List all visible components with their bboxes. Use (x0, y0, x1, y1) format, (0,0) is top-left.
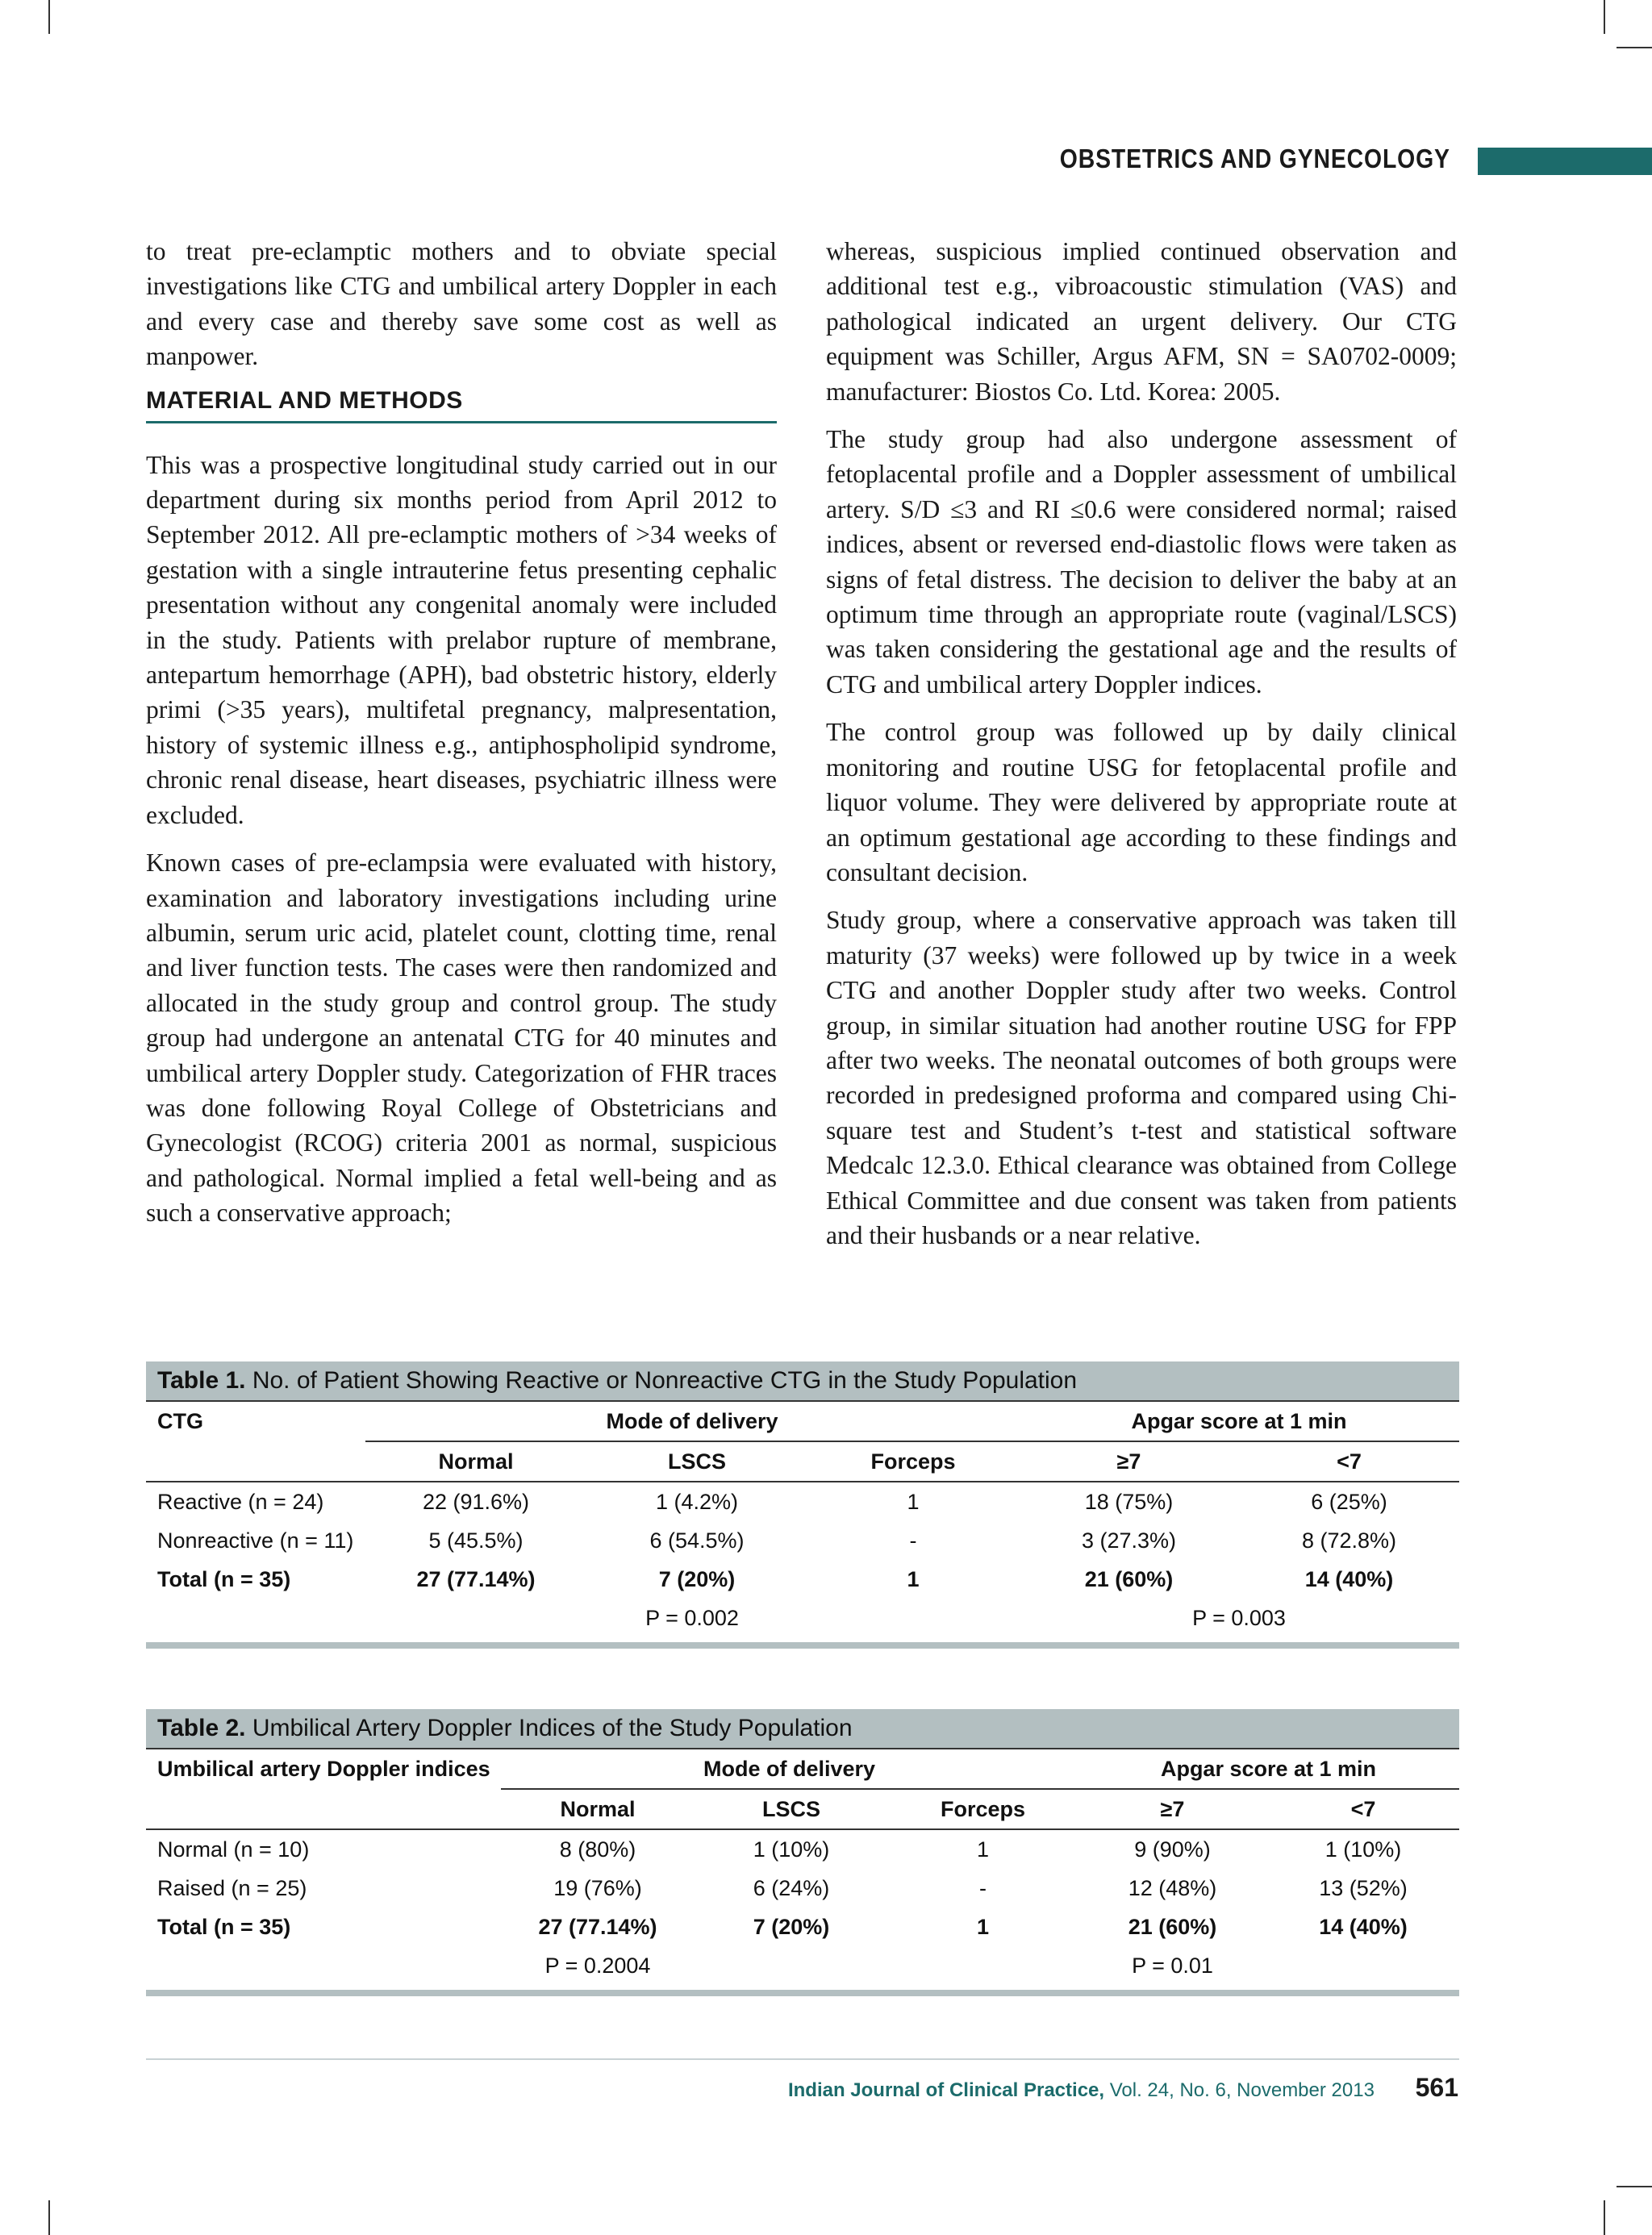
crop-mark (1617, 2186, 1652, 2187)
right-column (826, 234, 1457, 1266)
table-row (146, 1829, 1459, 1869)
crop-mark (1604, 0, 1605, 34)
column-header: CTG (157, 1409, 203, 1433)
table-cell: 1 (10%) (1325, 1837, 1402, 1862)
table-title: No. of Patient Showing Reactive or Nonreactive CTG in the Study Population (252, 1367, 1078, 1394)
paragraph: to treat pre-eclamptic mothers and to obviate special investigations like CTG and umbilical artery Doppler in each and every case and thereby save some cost as well as manpower. (146, 237, 777, 371)
column-header: LSCS (761, 1796, 820, 1821)
table-cell: 1 (976, 1914, 990, 1939)
row-label: Total (n = 35) (157, 1914, 291, 1939)
table-cell: 21 (60%) (1128, 1914, 1217, 1939)
table-cell: 3 (27.3%) (1081, 1528, 1177, 1553)
row-label: Raised (n = 25) (157, 1875, 307, 1900)
table-cell: 21 (60%) (1084, 1566, 1174, 1591)
section-heading: MATERIAL AND METHODS (146, 387, 777, 423)
column-header: Normal (438, 1449, 514, 1474)
footer (788, 2073, 1458, 2103)
row-label: Normal (n = 10) (157, 1837, 310, 1862)
table-cell: 1 (976, 1837, 990, 1862)
column-header: <7 (1350, 1796, 1376, 1821)
table-2 (146, 1709, 1459, 1996)
table-cell: 14 (40%) (1319, 1914, 1408, 1939)
column-header: <7 (1337, 1449, 1362, 1474)
table-cell: 13 (52%) (1319, 1875, 1408, 1900)
paragraph: The study group had also undergone assessment of fetoplacental profile and a Doppler assessment of umbilical artery. S/D ≤3 and RI ≤0.6 were considered normal; raised indices, absent or reversed end-diastolic flows were taken as signs of fetal distress. The decision to deliver the baby at an optimum time through an appropriate route (vaginal/LSCS) was taken considering the gestational age and the results of CTG and umbilical artery Doppler indices. (826, 425, 1457, 698)
row-label: Nonreactive (n = 11) (157, 1528, 354, 1553)
column-header: Umbilical artery Doppler indices (157, 1757, 490, 1781)
crop-mark (1604, 2200, 1605, 2235)
paragraph: This was a prospective longitudinal study carried out in our department during six months period from April 2012 to September 2012. All pre-eclamptic mothers of >34 weeks of gestation with a single intrauterine fetus presenting cephalic presentation without any congenital anomaly were included in the study. Patients with prelabor rupture of membrane, antepartum hemorrhage (APH), bad obstetric history, elderly primi (>35 years), multifetal pregnancy, malpresentation, history of systemic illness e.g., antiphospholipid syndrome, chronic renal disease, heart diseases, psychiatric illness were excluded. (146, 450, 777, 829)
table-cell: 8 (72.8%) (1301, 1528, 1397, 1553)
table-label: Table 1. (157, 1367, 246, 1394)
crop-mark (48, 0, 50, 34)
column-header: Normal (560, 1796, 636, 1821)
p-value: P = 0.01 (1132, 1953, 1213, 1978)
crop-mark (48, 2200, 50, 2235)
column-header: Forceps (940, 1796, 1026, 1821)
p-value: P = 0.002 (645, 1605, 739, 1630)
column-group-header: Mode of delivery (365, 1401, 1019, 1441)
p-value: P = 0.2004 (544, 1953, 651, 1978)
data-table (146, 1748, 1459, 1985)
crop-mark (1617, 47, 1652, 48)
table-cell: 7 (20%) (658, 1566, 736, 1591)
table-row (146, 1521, 1459, 1560)
table-cell: 1 (4.2%) (655, 1489, 739, 1514)
table-cell: 22 (91.6%) (422, 1489, 530, 1514)
paragraph: Known cases of pre-eclampsia were evaluated with history, examination and laboratory investigations including urine albumin, serum uric acid, platelet count, clotting time, renal and liver function tests. The cases were then randomized and allocated in the study group and control group. The study group had undergone an antenatal CTG for 40 minutes and umbilical artery Doppler study. Categorization of FHR traces was done following Royal College of Obstetricians and Gynecologist (RCOG) criteria 2001 as normal, suspicious and pathological. Normal implied a fetal well-being and as such a conservative approach; (146, 849, 777, 1228)
table-cell: 18 (75%) (1084, 1489, 1174, 1514)
data-table (146, 1400, 1459, 1637)
paragraph: whereas, suspicious implied continued observation and additional test e.g., vibroacoustic stimulation (VAS) and pathological indicated an urgent delivery. Our CTG equipment was Schiller, Argus AFM, SN = SA0702-0009; manufacturer: Biostos Co. Ltd. Korea: 2005. (826, 237, 1457, 406)
p-value: P = 0.003 (1192, 1605, 1286, 1630)
table-cell: - (979, 1875, 987, 1900)
table-cell: 7 (20%) (753, 1914, 830, 1939)
table-cell: 1 (10%) (753, 1837, 830, 1862)
table-caption (146, 1709, 1459, 1748)
table-row-total (146, 1560, 1459, 1599)
table-row (146, 1482, 1459, 1521)
table-bottom-rule (146, 1990, 1459, 1996)
page-number: 561 (1415, 2073, 1458, 2102)
column-group-header: Apgar score at 1 min (1019, 1401, 1459, 1441)
column-header: ≥7 (1116, 1449, 1141, 1474)
row-label: Reactive (n = 24) (157, 1489, 324, 1514)
table-label: Table 2. (157, 1715, 246, 1741)
paragraph: Study group, where a conservative approach was taken till maturity (37 weeks) were followed up by twice in a week CTG and another Doppler study after two weeks. Control group, in similar situation had another routine USG for FPP after two weeks. The neonatal outcomes of both groups were recorded in predesigned proforma and compared using Chi-square test and Student’s t-test and statistical software Medcalc 12.3.0. Ethical clearance was obtained from College Ethical Committee and due consent was taken from patients and their husbands or a near relative. (826, 906, 1457, 1249)
table-cell: 5 (45.5%) (428, 1528, 524, 1553)
table-row-total (146, 1908, 1459, 1946)
table-cell: 12 (48%) (1128, 1875, 1217, 1900)
journal-name: Indian Journal of Clinical Practice, (787, 2079, 1105, 2101)
table-cell: 6 (25%) (1311, 1489, 1387, 1514)
left-column (146, 234, 777, 1244)
table-cell: 27 (77.14%) (416, 1566, 536, 1591)
table-cell: 6 (54.5%) (649, 1528, 745, 1553)
table-cell: 27 (77.14%) (538, 1914, 657, 1939)
table-bottom-rule (146, 1642, 1459, 1649)
table-caption (146, 1361, 1459, 1400)
table-row (146, 1869, 1459, 1908)
table-cell: 1 (907, 1566, 920, 1591)
column-header: ≥7 (1160, 1796, 1185, 1821)
column-group-header: Mode of delivery (501, 1749, 1078, 1789)
table-1 (146, 1361, 1459, 1649)
table-cell: - (909, 1528, 917, 1553)
row-label: Total (n = 35) (157, 1566, 291, 1591)
paragraph: The control group was followed up by daily clinical monitoring and routine USG for fetoplacental profile and liquor volume. They were delivered by appropriate route at an optimum gestational age according to these findings and consultant decision. (826, 718, 1457, 886)
p-value-row (146, 1946, 1459, 1985)
table-cell: 9 (90%) (1134, 1837, 1211, 1862)
section-accent-bar (1478, 148, 1652, 175)
table-cell: 1 (907, 1489, 920, 1514)
section-label: OBSTETRICS AND GYNECOLOGY (1059, 144, 1450, 173)
column-header: LSCS (667, 1449, 726, 1474)
footer-rule (146, 2058, 1459, 2060)
column-group-header: Apgar score at 1 min (1078, 1749, 1459, 1789)
table-cell: 14 (40%) (1304, 1566, 1394, 1591)
table-cell: 8 (80%) (559, 1837, 636, 1862)
p-value-row (146, 1599, 1459, 1637)
table-cell: 6 (24%) (753, 1875, 830, 1900)
table-title: Umbilical Artery Doppler Indices of the Study Population (252, 1715, 853, 1741)
journal-issue: Vol. 24, No. 6, November 2013 (1109, 2079, 1375, 2101)
column-header: Forceps (870, 1449, 956, 1474)
table-cell: 19 (76%) (553, 1875, 642, 1900)
